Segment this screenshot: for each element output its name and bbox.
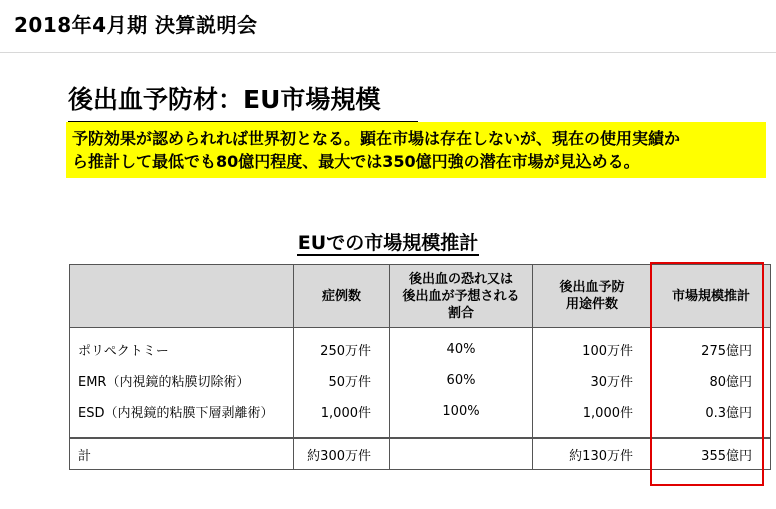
- summary-line-2: ら推計して最低でも80億円程度、最大では350億円強の潜在市場が見込める。: [72, 152, 640, 171]
- header-title: 2018年4月期 決算説明会: [14, 13, 258, 37]
- row-name: EMR（内視鏡的粘膜切除術）: [70, 365, 294, 396]
- table-title-wrapper: [0, 228, 776, 255]
- row-name: ポリペクトミー: [70, 328, 294, 366]
- summary-callout: [66, 122, 766, 178]
- table-row: [70, 396, 771, 438]
- row-cases: 1,000件: [294, 396, 390, 438]
- total-name: 計: [70, 438, 294, 470]
- table-title: EUでの市場規模推計: [297, 232, 479, 254]
- total-cases: 約300万件: [294, 438, 390, 470]
- row-cases: 250万件: [294, 328, 390, 366]
- table-header-row: [70, 265, 771, 328]
- header-ratio-line-1: 後出血の恐れ又は: [408, 271, 513, 287]
- table-row: [70, 328, 771, 366]
- header-cell-market: 市場規模推計: [652, 265, 771, 328]
- table-total-row: [70, 438, 771, 470]
- row-name: ESD（内視鏡的粘膜下層剥離術）: [70, 396, 294, 438]
- summary-line-1: 予防効果が認められれば世界初となる。顕在市場は存在しないが、現在の使用実績か: [72, 129, 681, 148]
- row-market: 0.3億円: [652, 396, 771, 438]
- row-uses: 30万件: [533, 365, 652, 396]
- header-ratio-line-3: 割合: [447, 305, 474, 321]
- row-market: 275億円: [652, 328, 771, 366]
- row-ratio: 40%: [390, 328, 533, 366]
- row-uses: 1,000件: [533, 396, 652, 438]
- row-ratio: 60%: [390, 365, 533, 396]
- total-ratio: [390, 438, 533, 470]
- market-size-table: [69, 264, 771, 470]
- header-cell-blank: [70, 265, 294, 328]
- total-uses: 約130万件: [533, 438, 652, 470]
- header-uses-line-2: 用途件数: [565, 297, 618, 312]
- document-header: [0, 0, 776, 53]
- header-cell-cases: 症例数: [294, 265, 390, 328]
- table-row: [70, 365, 771, 396]
- header-cell-uses: [533, 265, 652, 328]
- row-uses: 100万件: [533, 328, 652, 366]
- row-cases: 50万件: [294, 365, 390, 396]
- header-uses-line-1: 後出血予防: [559, 280, 625, 295]
- header-cell-ratio: [390, 265, 533, 328]
- slide-title: 後出血予防材：EU市場規模: [68, 80, 418, 123]
- header-ratio-line-2: 後出血が予想される: [402, 288, 520, 304]
- total-market: 355億円: [652, 438, 771, 470]
- row-market: 80億円: [652, 365, 771, 396]
- row-ratio: 100%: [390, 396, 533, 438]
